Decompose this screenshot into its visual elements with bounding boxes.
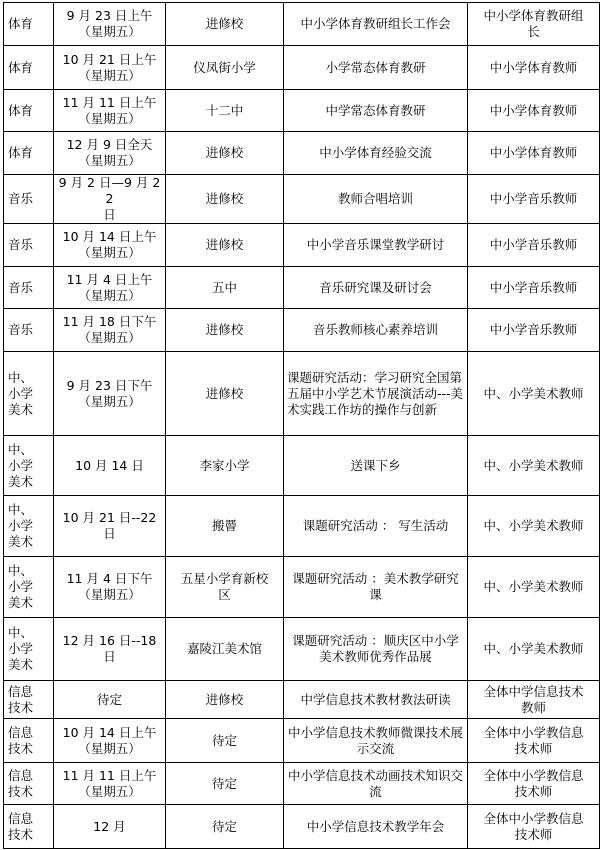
audience-cell: 中、小学美术教师 [468, 436, 600, 496]
table-row [4, 352, 600, 436]
time-cell: 10 月 14 日上午 （星期五） [54, 224, 166, 267]
table-row [4, 763, 600, 805]
time-cell: 11 月 11 日上午 （星期五） [54, 90, 166, 132]
audience-cell: 中小学音乐教师 [468, 224, 600, 267]
time-cell: 11 月 4 日上午 （星期五） [54, 267, 166, 309]
content-cell: 中小学信息技术教师微课技术展示交流 [284, 719, 468, 763]
content-cell: 课题研究活动 ：美术教学研究课 [284, 557, 468, 618]
audience-cell: 中、小学美术教师 [468, 557, 600, 618]
place-cell: 进修校 [166, 224, 284, 267]
audience-cell: 中小学体育教研组 长 [468, 3, 600, 46]
subject-cell: 体育 [4, 90, 54, 132]
time-cell: 12 月 9 日全天 （星期五） [54, 132, 166, 175]
audience-cell: 全体中小学教信息 技术师 [468, 719, 600, 763]
subject-cell: 信息 技术 [4, 805, 54, 849]
audience-cell: 全体中学信息技术 教师 [468, 681, 600, 719]
time-cell: 9 月 23 日上午 （星期五） [54, 3, 166, 46]
place-cell: 进修校 [166, 681, 284, 719]
subject-cell: 中、 小学 美术 [4, 436, 54, 496]
table-row [4, 175, 600, 224]
time-cell: 11 月 18 日下午 （星期五） [54, 309, 166, 352]
table-row [4, 719, 600, 763]
audience-cell: 中小学音乐教师 [468, 175, 600, 224]
activity-schedule-table [3, 2, 600, 849]
table-row [4, 805, 600, 849]
table-row [4, 681, 600, 719]
place-cell: 进修校 [166, 309, 284, 352]
table-row [4, 496, 600, 557]
subject-cell: 音乐 [4, 309, 54, 352]
place-cell: 待定 [166, 805, 284, 849]
time-cell: 10 月 14 日上午 （星期五） [54, 719, 166, 763]
place-cell: 进修校 [166, 3, 284, 46]
content-cell: 音乐研究课及研讨会 [284, 267, 468, 309]
place-cell: 十二中 [166, 90, 284, 132]
table-row [4, 436, 600, 496]
time-cell: 12 月 16 日--18 日 [54, 618, 166, 681]
time-cell: 10 月 21 日--22 日 [54, 496, 166, 557]
subject-cell: 中、 小学 美术 [4, 618, 54, 681]
place-cell: 待定 [166, 763, 284, 805]
time-cell: 11 月 11 日上午 （星期五） [54, 763, 166, 805]
time-cell: 待定 [54, 681, 166, 719]
place-cell: 搬罾 [166, 496, 284, 557]
schedule-rows [4, 3, 600, 849]
content-cell: 课题研究活动 ： 写生活动 [284, 496, 468, 557]
content-cell: 中学信息技术教材教法研读 [284, 681, 468, 719]
subject-cell: 音乐 [4, 175, 54, 224]
schedule-sheet [3, 2, 600, 849]
place-cell: 进修校 [166, 132, 284, 175]
content-cell: 中小学音乐课堂教学研讨 [284, 224, 468, 267]
place-cell: 进修校 [166, 175, 284, 224]
time-cell: 10 月 21 日上午 （星期五） [54, 46, 166, 90]
table-row [4, 46, 600, 90]
audience-cell: 中、小学美术教师 [468, 618, 600, 681]
place-cell: 进修校 [166, 352, 284, 436]
audience-cell: 全体中小学教信息 技术师 [468, 763, 600, 805]
content-cell: 课题研究活动 ：顺庆区中小学美术教师优秀作品展 [284, 618, 468, 681]
audience-cell: 中小学体育教师 [468, 46, 600, 90]
audience-cell: 全体中小学教信息 技术师 [468, 805, 600, 849]
content-cell: 教师合唱培训 [284, 175, 468, 224]
content-cell: 音乐教师核心素养培训 [284, 309, 468, 352]
content-cell: 中小学体育经验交流 [284, 132, 468, 175]
content-cell: 送课下乡 [284, 436, 468, 496]
time-cell: 11 月 4 日下午 （星期五） [54, 557, 166, 618]
subject-cell: 音乐 [4, 267, 54, 309]
time-cell: 10 月 14 日 [54, 436, 166, 496]
place-cell: 李家小学 [166, 436, 284, 496]
table-row [4, 618, 600, 681]
table-row [4, 267, 600, 309]
place-cell: 嘉陵江美术馆 [166, 618, 284, 681]
subject-cell: 体育 [4, 46, 54, 90]
audience-cell: 中小学音乐教师 [468, 309, 600, 352]
subject-cell: 信息 技术 [4, 681, 54, 719]
audience-cell: 中、小学美术教师 [468, 352, 600, 436]
table-row [4, 132, 600, 175]
place-cell: 五星小学育新校 区 [166, 557, 284, 618]
subject-cell: 中、 小学 美术 [4, 352, 54, 436]
audience-cell: 中、小学美术教师 [468, 496, 600, 557]
content-cell: 中小学信息技术教学年会 [284, 805, 468, 849]
table-row [4, 557, 600, 618]
content-cell: 课题研究活动：学习研究全国第五届中小学艺术节展演活动---美术实践工作坊的操作与创新 [284, 352, 468, 436]
place-cell: 待定 [166, 719, 284, 763]
subject-cell: 中、 小学 美术 [4, 557, 54, 618]
subject-cell: 音乐 [4, 224, 54, 267]
content-cell: 小学常态体育教研 [284, 46, 468, 90]
table-row [4, 309, 600, 352]
subject-cell: 信息 技术 [4, 719, 54, 763]
subject-cell: 体育 [4, 132, 54, 175]
content-cell: 中小学体育教研组长工作会 [284, 3, 468, 46]
table-row [4, 3, 600, 46]
audience-cell: 中小学体育教师 [468, 90, 600, 132]
content-cell: 中小学信息技术动画技术知识交流 [284, 763, 468, 805]
place-cell: 仪凤街小学 [166, 46, 284, 90]
table-row [4, 90, 600, 132]
subject-cell: 中、 小学 美术 [4, 496, 54, 557]
audience-cell: 中小学体育教师 [468, 132, 600, 175]
subject-cell: 信息 技术 [4, 763, 54, 805]
content-cell: 中学常态体育教研 [284, 90, 468, 132]
subject-cell: 体育 [4, 3, 54, 46]
time-cell: 9 月 2 日—9 月 22 日 [54, 175, 166, 224]
table-row [4, 224, 600, 267]
time-cell: 9 月 23 日下午 （星期五） [54, 352, 166, 436]
time-cell: 12 月 [54, 805, 166, 849]
place-cell: 五中 [166, 267, 284, 309]
audience-cell: 中小学音乐教师 [468, 267, 600, 309]
